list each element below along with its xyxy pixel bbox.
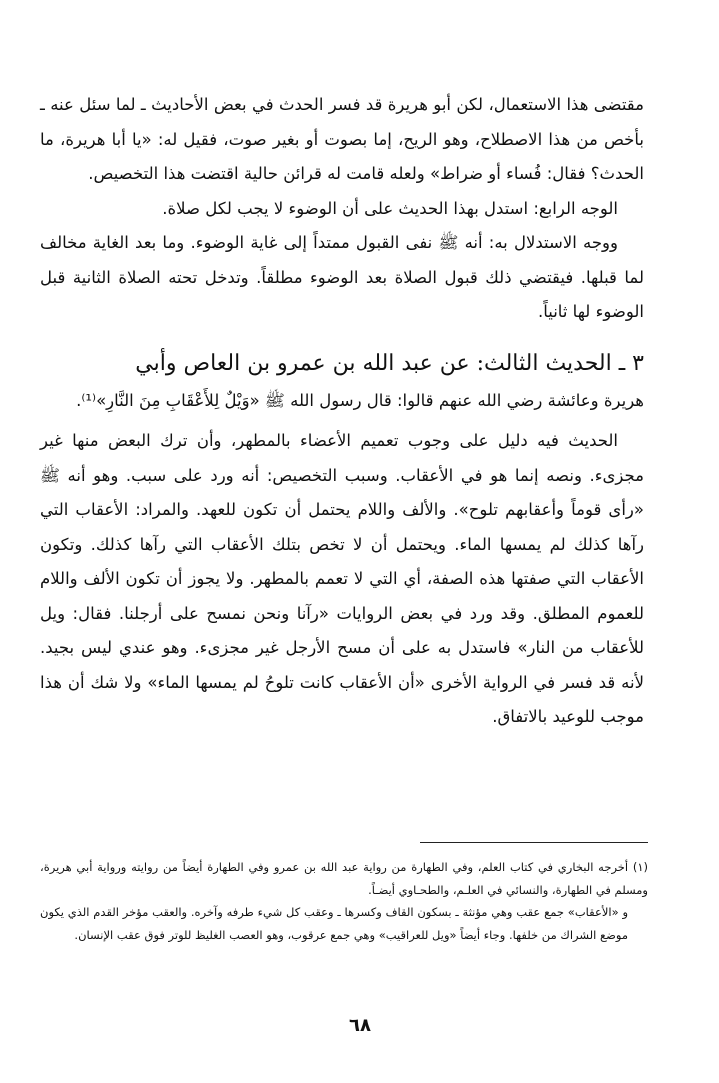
paragraph-hadith-commentary: الحديث فيه دليل على وجوب تعميم الأعضاء بالمطهر، وأن ترك البعض منها غير مجزىء. ونصه إنما هو في الأعقاب. وسبب التخصيص: أنه ورد على سبب. وهو أنه ﷺ «رأى قوماً وأعقابهم تلوح». والألف واللام يحتمل أن تكون للعهد. والمراد: الأعقاب التي رآها كذلك لم يمسها الماء. ويحتمل أن لا تخص بتلك الأعقاب التي رآها كذلك. وتكون الأعقاب التي صفتها هذه الصفة، أي التي لا تعمم بالمطهر. ولا يجوز أن تكون الألف واللام للعموم المطلق. وقد ورد في بعض الروايات «رآنا ونحن نمسح على أرجلنا. فقال: ويل للأعقاب من النار» فاستدل به على أن مسح الأرجل غير مجزىء. وهو عندي ليس بجيد. لأنه قد فسر في الرواية الأخرى «أن الأعقاب كانت تلوحُ لم يمسها الماء» ولا شك أن هذا موجب للوعيد بالاتفاق. bbox=[40, 431, 644, 726]
footnote-1-continuation: و «الأعقاب» جمع عقب وهي مؤنثة ـ بسكون القاف وكسرها ـ وعقب كل شيء طرفه وآخره. والعقب مؤخر القدم الذي يكون موضع الشراك من خلفها. وجاء أيضاً «ويل للعراقيب» وهي جمع عرقوب، وهو العصب الغليظ للوتر فوق عقب الإنسان. bbox=[40, 905, 628, 942]
page-number: ٦٨ bbox=[349, 1015, 371, 1036]
paragraph-hadith-explanation: مقتضى هذا الاستعمال، لكن أبو هريرة قد فسر الحدث في بعض الأحاديث ـ لما سئل عنه ـ بأخص من هذا الاصطلاح، وهو الريح، إما بصوت أو بغير صوت، فقيل له: «يا أبا هريرة، ما الحدث؟ فقال: فُساء أو ضراط» ولعله قامت له قرائن حالية اقتضت هذا التخصيص. bbox=[40, 95, 644, 183]
paragraph-inference: ووجه الاستدلال به: أنه ﷺ نفى القبول ممتداً إلى غاية الوضوء. وما بعد الغاية مخالف لما قبلها. فيقتضي ذلك قبول الصلاة بعد الوضوء مطلقاً. وتدخل تحته الصلاة الثانية قبل الوضوء لها ثانياً. bbox=[40, 233, 644, 321]
main-text bbox=[40, 88, 644, 735]
section-heading-third-hadith: ٣ ـ الحديث الثالث: عن عبد الله بن عمرو بن العاص وأبي bbox=[135, 350, 644, 376]
footnote-1: (١) أخرجه البخاري في كتاب العلم، وفي الطهارة من رواية عبد الله بن عمرو وفي الطهارة أيضاً من روايته ورواية أبي هريرة، ومسلم في الطهارة، والنسائي في العلـم، والطحـاوي أيضـاً. bbox=[40, 860, 648, 897]
footnote-divider bbox=[420, 842, 648, 843]
paragraph-hadith-text: هريرة وعائشة رضي الله عنهم قالوا: قال رسول الله ﷺ «وَيْلٌ لِلأَعْقَابِ مِنَ النَّارِ»⁽¹⁾. bbox=[76, 390, 644, 410]
footnotes bbox=[40, 856, 648, 946]
paragraph-fourth-aspect: الوجه الرابع: استدل بهذا الحديث على أن الوضوء لا يجب لكل صلاة. bbox=[162, 198, 618, 218]
